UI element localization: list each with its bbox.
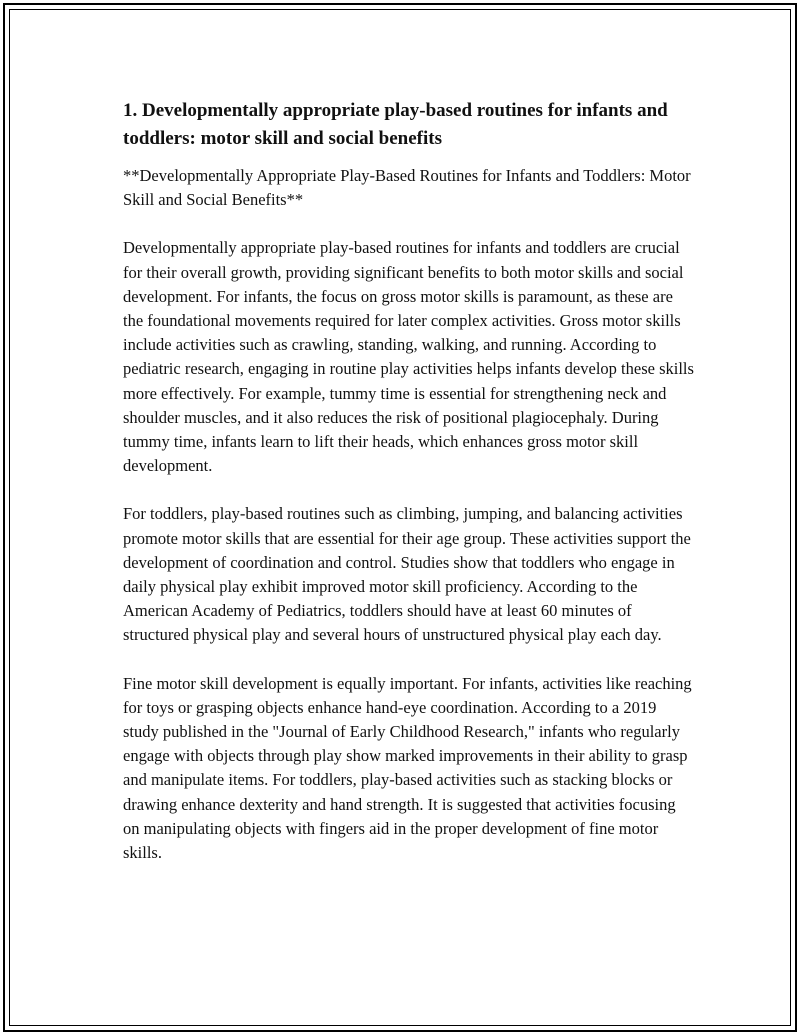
- section-heading: 1. Developmentally appropriate play-based routines for infants and toddlers: motor skill and social benefits: [123, 100, 668, 149]
- section-subtitle: **Developmentally Appropriate Play-Based Routines for Infants and Toddlers: Motor Skill and Social Benefits**: [123, 166, 691, 210]
- page-frame: [3, 3, 797, 1032]
- paragraph-1: Developmentally appropriate play-based routines for infants and toddlers are crucial for their overall growth, providing significant benefits to both motor skills and social development. For infants, the focus on gross motor skills is paramount, as these are the foundational movements required for later complex activities. Gross motor skills include activities such as crawling, standing, walking, and running. According to pediatric research, engaging in routine play activities helps infants develop these skills more effectively. For example, tummy time is essential for strengthening neck and shoulder muscles, and it also reduces the risk of positional plagiocephaly. During tummy time, infants learn to lift their heads, which enhances gross motor skill development.: [123, 238, 694, 476]
- paragraph-2: For toddlers, play-based routines such as climbing, jumping, and balancing activities promote motor skills that are essential for their age group. These activities support the development of coordination and control. Studies show that toddlers who engage in daily physical play exhibit improved motor skill proficiency. According to the American Academy of Pediatrics, toddlers should have at least 60 minutes of structured physical play and several hours of unstructured physical play each day.: [123, 504, 691, 645]
- document-content: [123, 97, 695, 865]
- paragraph-3: Fine motor skill development is equally important. For infants, activities like reaching for toys or grasping objects enhance hand-eye coordination. According to a 2019 study published in the "Journal of Early Childhood Research," infants who regularly engage with objects through play show marked improvements in their ability to grasp and manipulate items. For toddlers, play-based activities such as stacking blocks or drawing enhance dexterity and hand strength. It is suggested that activities focusing on manipulating objects with fingers aid in the proper development of fine motor skills.: [123, 673, 692, 863]
